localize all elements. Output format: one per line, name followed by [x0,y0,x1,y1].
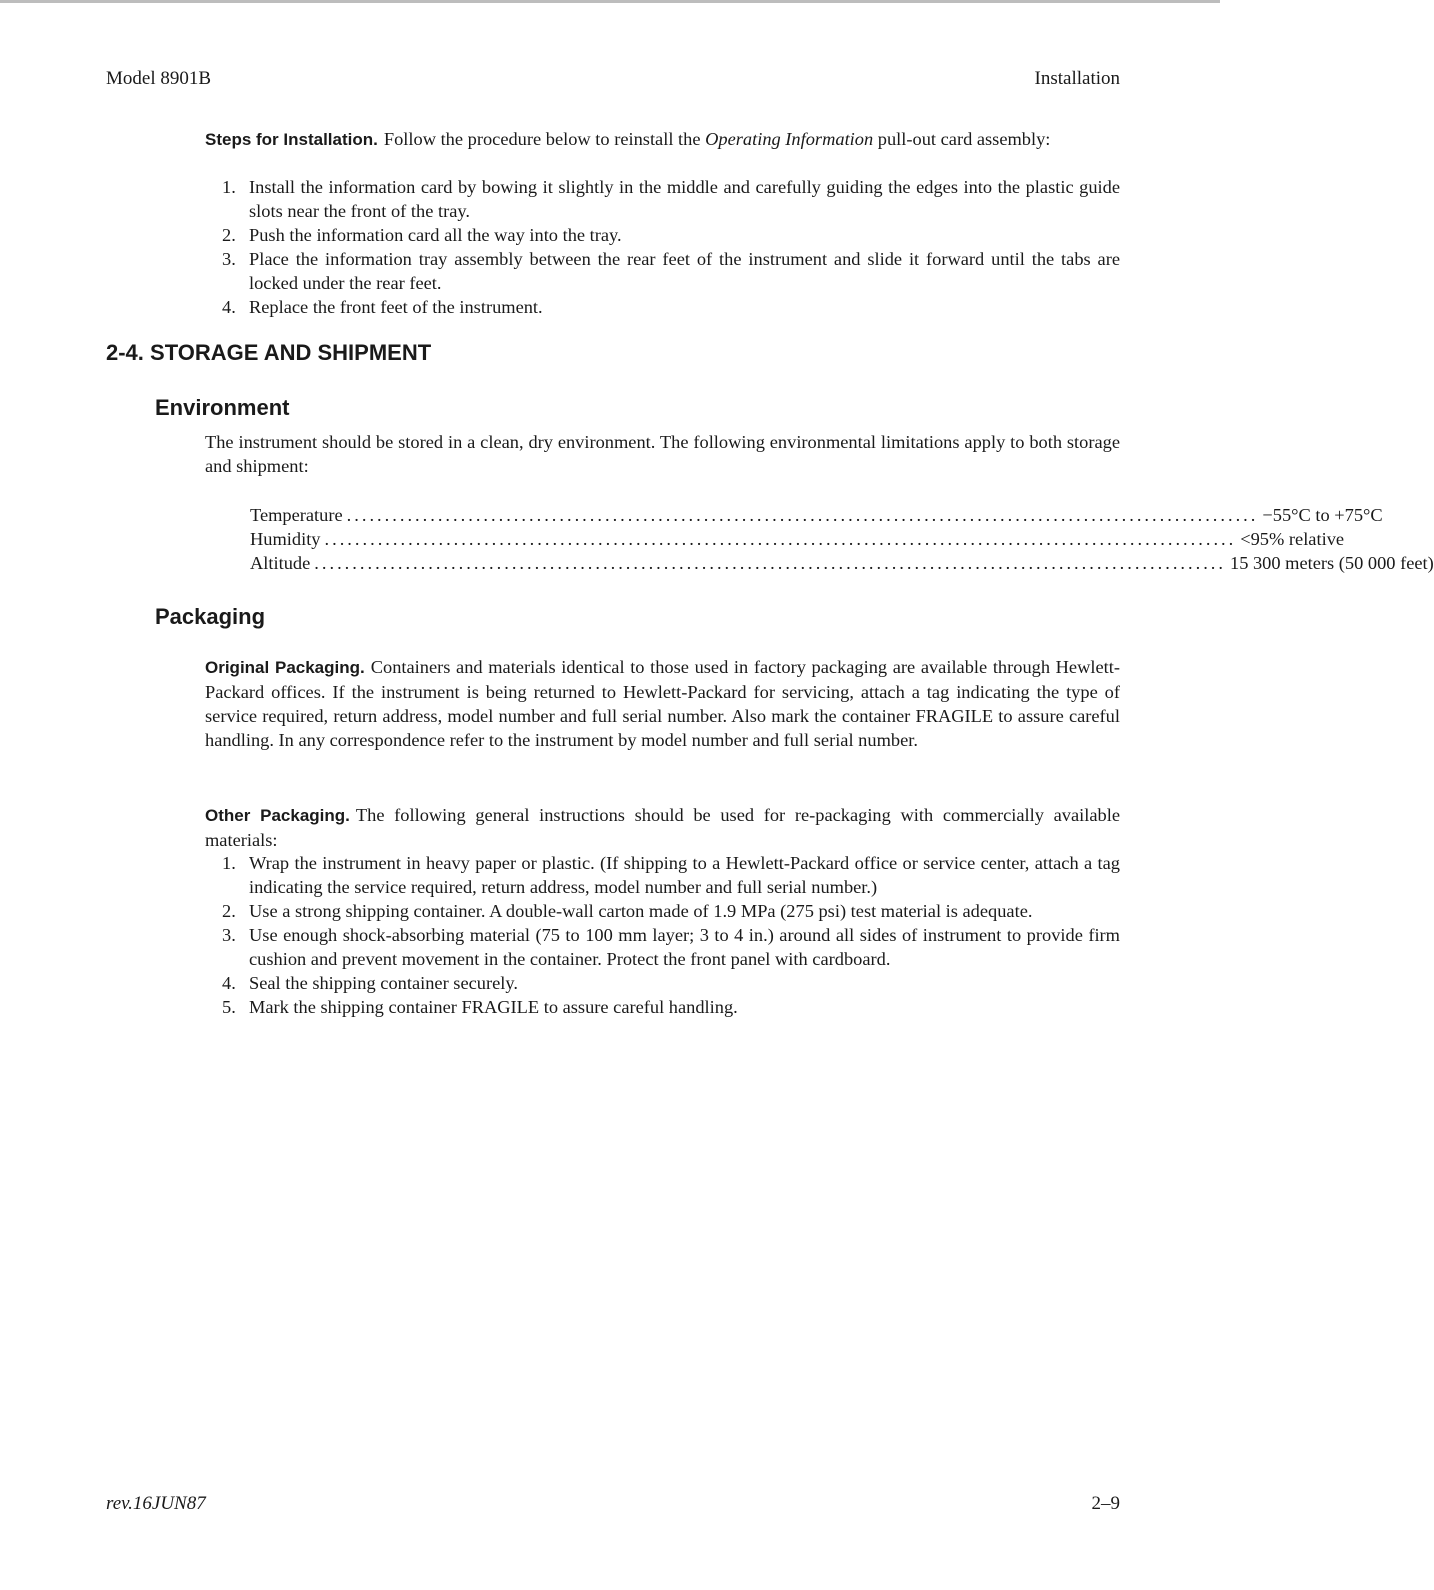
spec-value: <95% relative [1240,529,1345,549]
steps-intro-text-a: Follow the procedure below to reinstall the [383,129,706,149]
list-item-number: 2. [222,901,236,921]
environment-spec-table [250,503,1434,575]
list-item-text: Replace the front feet of the instrument. [249,297,543,317]
spec-value: −55°C to +75°C [1262,505,1383,525]
list-item [205,899,1120,923]
original-packaging-runin: Original Packaging. [205,658,365,677]
steps-intro-text-b: pull-out card assembly: [873,129,1051,149]
list-item-number: 4. [222,297,236,317]
list-item-text: Place the information tray assembly between the rear feet of the instrument and slide it forward until the tabs are locked under the rear feet. [249,249,1120,293]
spec-label: Humidity [250,529,321,549]
packaging-heading: Packaging [155,604,266,629]
list-item-text: Seal the shipping container securely. [249,973,518,993]
list-item-number: 4. [222,973,236,993]
list-item-number: 5. [222,997,236,1017]
list-item [205,923,1120,971]
spec-row-humidity [250,527,1345,551]
footer-revision: rev.16JUN87 [106,1493,206,1514]
steps-runin-heading: Steps for Installation. [205,130,378,149]
header-model: Model 8901B [106,68,212,89]
environment-paragraph: The instrument should be stored in a clean, dry environment. The following environmental limitations apply to both storage and shipment: [205,432,1120,476]
leader-dots: ........................................................................................................................ [324,529,1237,549]
list-item [205,295,1120,319]
list-item [205,851,1120,899]
spec-row-altitude [250,551,1434,575]
list-item-number: 1. [222,853,236,873]
list-item [205,995,1120,1019]
list-item-number: 3. [222,249,236,269]
steps-intro-italic: Operating Information [705,129,874,149]
page-number: 2–9 [1091,1493,1120,1514]
header-section: Installation [1034,68,1120,89]
steps-list [205,175,1120,319]
spec-label: Altitude [250,553,311,573]
list-item-text: Wrap the instrument in heavy paper or plastic. (If shipping to a Hewlett-Packard office or service center, attach a tag indicating the service required, return address, model number and full serial number.) [249,853,1120,897]
other-packaging-runin: Other Packaging. [205,806,350,825]
list-item-number: 3. [222,925,236,945]
list-item-text: Install the information card by bowing it slightly in the middle and carefully guiding the edges into the plastic guide slots near the front of the tray. [249,177,1120,221]
list-item [205,971,1120,995]
spec-label: Temperature [250,505,343,525]
list-item [205,247,1120,295]
list-item-number: 1. [222,177,236,197]
steps-intro [205,127,1120,152]
list-item [205,175,1120,223]
section-heading: 2-4. STORAGE AND SHIPMENT [106,340,432,365]
original-packaging-paragraph [205,655,1120,752]
top-border [0,0,1220,3]
list-item [205,223,1120,247]
spec-row-temperature [250,503,1383,527]
other-packaging-text: The following general instructions should be used for re-packaging with commercially available materials: [205,805,1120,850]
leader-dots: ........................................................................................................................ [314,553,1226,573]
list-item-text: Push the information card all the way into the tray. [249,225,622,245]
environment-heading: Environment [155,395,290,420]
list-item-text: Use enough shock-absorbing material (75 to 100 mm layer; 3 to 4 in.) around all sides of instrument to provide firm cushion and prevent movement in the container. Protect the front panel with cardboard. [249,925,1120,969]
list-item-text: Use a strong shipping container. A double-wall carton made of 1.9 MPa (275 psi) test material is adequate. [249,901,1033,921]
other-packaging-paragraph [205,803,1120,852]
packaging-instructions-list [205,851,1120,1019]
leader-dots: ........................................................................................................................ [346,505,1259,525]
original-packaging-text: Containers and materials identical to those used in factory packaging are available through Hewlett-Packard offices. If the instrument is being returned to Hewlett-Packard for servicing, attach a tag indicating the type of service required, return address, model number and full serial number. Also mark the container FRAGILE to assure careful handling. In any correspondence refer to the instrument by model number and full serial number. [205,657,1120,750]
list-item-number: 2. [222,225,236,245]
list-item-text: Mark the shipping container FRAGILE to assure careful handling. [249,997,738,1017]
spec-value: 15 300 meters (50 000 feet) [1230,553,1434,573]
